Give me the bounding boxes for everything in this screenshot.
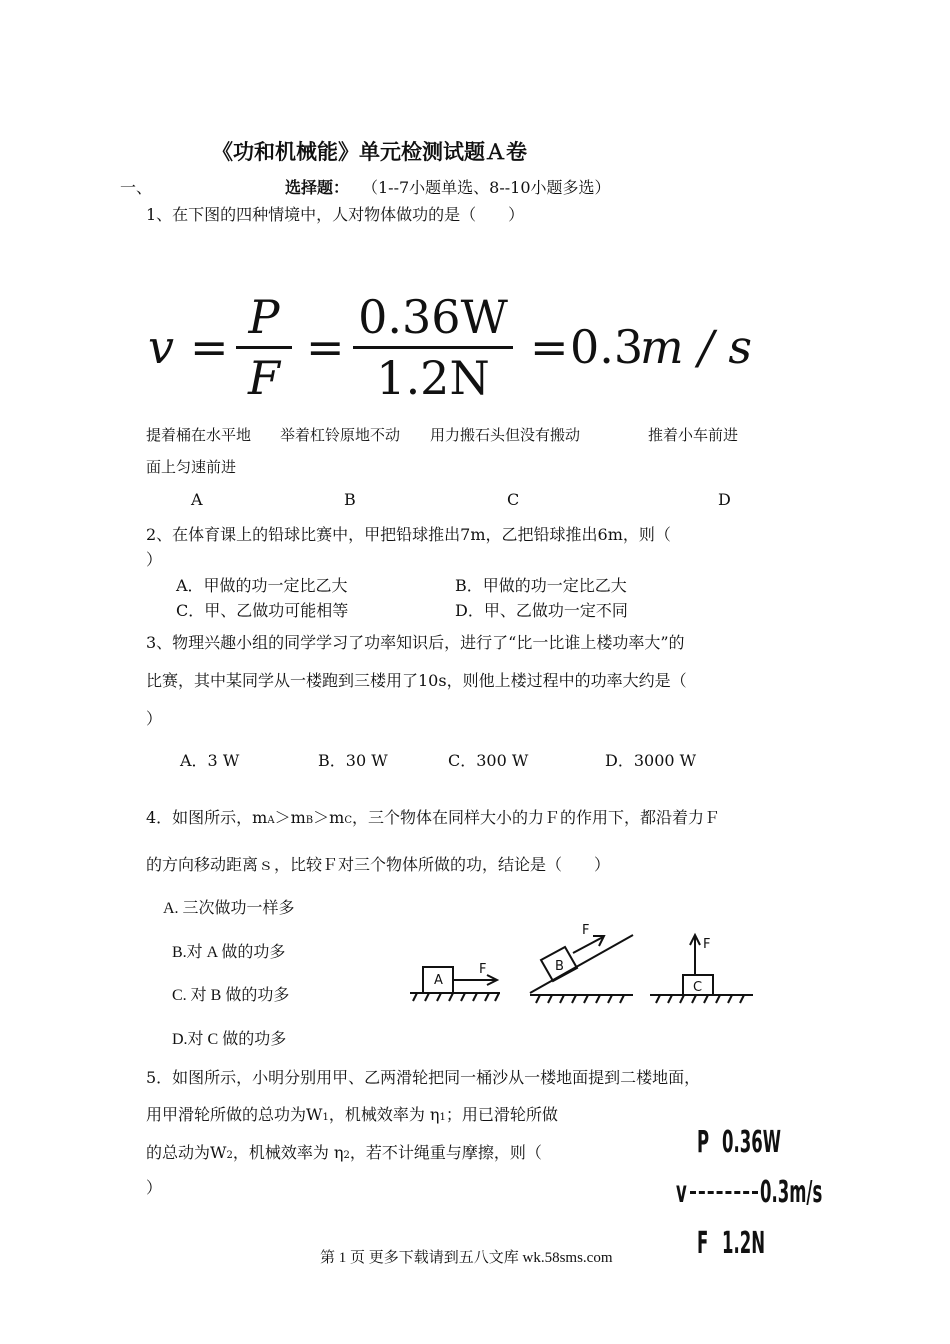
label-block-a: A bbox=[434, 973, 443, 988]
q3-line2: 比赛，其中某同学从一楼跑到三楼用了10s，则他上楼过程中的功率大约是（ bbox=[146, 671, 687, 690]
q4-sub-a: A bbox=[267, 815, 275, 826]
q5-formula-f: F bbox=[697, 1226, 709, 1261]
q5-sub1: 1 bbox=[322, 1112, 329, 1123]
q5-line3-mid: ，机械效率为 η bbox=[232, 1143, 344, 1162]
q2-option-d: D．甲、乙做功一定不同 bbox=[455, 601, 628, 620]
q2-stem-cont: ） bbox=[146, 550, 163, 569]
q5-formula-p: P bbox=[697, 1125, 710, 1160]
q5-formula-bar bbox=[690, 1191, 758, 1194]
q4-sub-b: B bbox=[305, 815, 314, 826]
q5-formula-rhs: 0.3m/s bbox=[760, 1175, 823, 1210]
q4-option-c: C. 对 B 做的功多 bbox=[172, 987, 290, 1004]
q5-sub-eta2: 2 bbox=[343, 1150, 350, 1161]
q5-formula-lhs: v bbox=[676, 1175, 687, 1210]
formula-lhs: v bbox=[148, 320, 174, 374]
q1-letter-d: D bbox=[718, 490, 731, 509]
q5-line3-pre: 的总动为W bbox=[146, 1143, 227, 1162]
scene-b bbox=[530, 935, 633, 1003]
q5-sub2: 2 bbox=[226, 1150, 233, 1161]
section-number: 一、 bbox=[120, 178, 153, 197]
q3-option-d: D．3000 W bbox=[605, 751, 697, 770]
q4-force-diagram bbox=[405, 915, 765, 1010]
q5-formula-w: 0.36W bbox=[722, 1125, 781, 1160]
formula-eq2: = bbox=[306, 320, 345, 374]
q3-line3: ） bbox=[146, 709, 163, 728]
q5-line2-pre: 用甲滑轮所做的总功为W bbox=[146, 1105, 323, 1124]
q5-line3 bbox=[146, 1140, 542, 1163]
formula-den2: 1.2N bbox=[376, 351, 490, 405]
q1-caption-a-cont: 面上匀速前进 bbox=[146, 458, 237, 476]
q3-line1: 3、物理兴趣小组的同学学习了功率知识后，进行了“比一比谁上楼功率大”的 bbox=[146, 633, 685, 652]
q4-option-a: A. 三次做功一样多 bbox=[163, 900, 295, 917]
q1-letter-a: A bbox=[191, 490, 203, 509]
q3-option-b: B．30 W bbox=[318, 751, 388, 770]
q5-line2 bbox=[146, 1102, 558, 1125]
label-force-a: F bbox=[479, 962, 487, 977]
q1-caption-a: 提着桶在水平地 bbox=[146, 426, 252, 444]
formula-frac2 bbox=[353, 290, 513, 405]
q4-gt1: ＞m bbox=[274, 808, 306, 827]
q4-line2: 的方向移动距离ｓ，比较Ｆ对三个物体所做的功，结论是（ ） bbox=[146, 855, 611, 874]
formula-frac1 bbox=[236, 290, 292, 405]
q4-option-d: D.对 C 做的功多 bbox=[172, 1031, 287, 1048]
q2-option-b: B．甲做的功一定比乙大 bbox=[455, 576, 627, 595]
q2-option-a: A．甲做的功一定比乙大 bbox=[176, 576, 348, 595]
q4-sub-c: C bbox=[344, 815, 352, 826]
formula-unit: m / s bbox=[640, 320, 752, 374]
q5-line1: 5．如图所示，小明分别用甲、乙两滑轮把同一桶沙从一楼地面提到二楼地面， bbox=[146, 1068, 701, 1087]
q4-line1-post: ，三个物体在同样大小的力Ｆ的作用下，都沿着力Ｆ bbox=[351, 808, 720, 827]
q1-caption-c: 用力搬石头但没有搬动 bbox=[430, 426, 581, 444]
q5-line4: ） bbox=[146, 1178, 163, 1197]
formula-bar1 bbox=[236, 346, 292, 349]
q1-caption-b: 举着杠铃原地不动 bbox=[280, 426, 401, 444]
q1-stem: 1、在下图的四种情境中，人对物体做功的是（ ） bbox=[146, 205, 525, 224]
q3-option-c: C．300 W bbox=[448, 751, 529, 770]
q5-line2-mid: ，机械效率为 η bbox=[328, 1105, 440, 1124]
q5-line3-post: ，若不计绳重与摩擦，则（ bbox=[349, 1143, 542, 1162]
formula-bar2 bbox=[353, 346, 513, 349]
label-force-c: F bbox=[703, 937, 711, 952]
q1-formula bbox=[148, 290, 768, 420]
page-footer: 第 1 页 更多下载请到五八文库 wk.58sms.com bbox=[320, 1250, 613, 1266]
q5-line2-post: ；用已滑轮所做 bbox=[445, 1105, 558, 1124]
formula-eq1: = bbox=[190, 320, 229, 374]
formula-rhs: 0.3 bbox=[570, 320, 644, 374]
q4-gt2: ＞m bbox=[313, 808, 345, 827]
q1-letter-c: C bbox=[507, 490, 520, 509]
q2-option-c: C．甲、乙做功可能相等 bbox=[176, 601, 349, 620]
q3-option-a: A．3 W bbox=[180, 751, 240, 770]
label-block-c: C bbox=[693, 980, 703, 995]
q5-formula-n: 1.2N bbox=[722, 1226, 766, 1261]
label-force-b: F bbox=[582, 923, 590, 938]
formula-num2: 0.36W bbox=[358, 290, 508, 344]
label-block-b: B bbox=[555, 959, 564, 974]
formula-den1: F bbox=[248, 351, 280, 405]
section-note: （1--7小题单选、8--10小题多选） bbox=[362, 178, 611, 197]
q4-line1 bbox=[146, 805, 720, 828]
q1-letter-b: B bbox=[344, 490, 356, 509]
q4-option-b: B.对 A 做的功多 bbox=[172, 944, 286, 961]
scene-a bbox=[410, 967, 500, 1001]
q5-sub-eta1: 1 bbox=[439, 1112, 446, 1123]
formula-num1: P bbox=[248, 290, 280, 344]
q1-caption-d: 推着小车前进 bbox=[648, 426, 739, 444]
q4-line1-pre: 4．如图所示，m bbox=[146, 808, 268, 827]
q2-stem: 2、在体育课上的铅球比赛中，甲把铅球推出7m，乙把铅球推出6m，则（ bbox=[146, 525, 671, 544]
formula-eq3: = bbox=[530, 320, 569, 374]
section-label: 选择题： bbox=[285, 178, 350, 197]
page-title: 《功和机械能》单元检测试题Ａ卷 bbox=[212, 139, 527, 164]
